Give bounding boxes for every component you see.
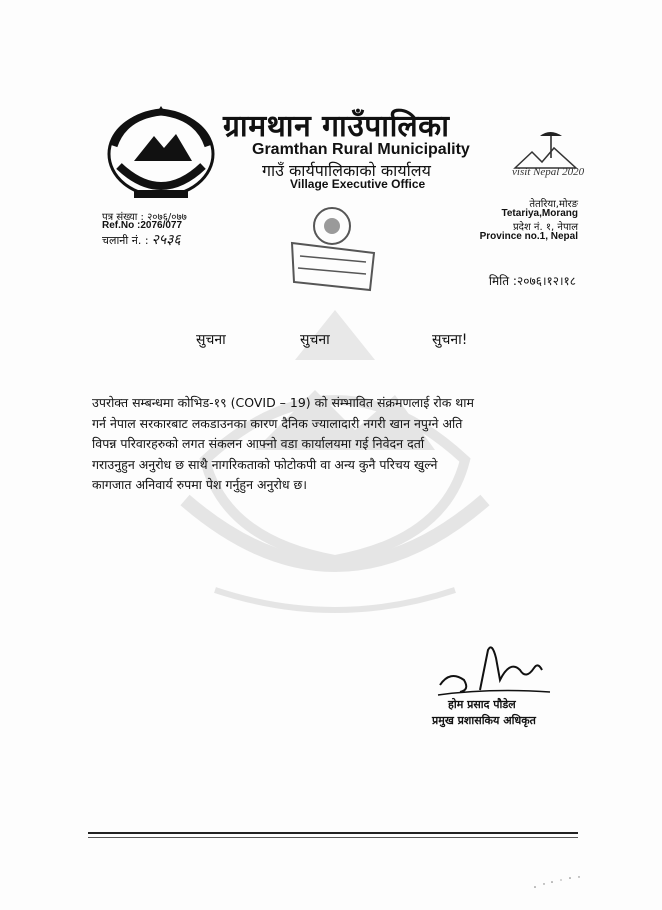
signatory-name: होम प्रसाद पौडेल xyxy=(448,698,516,711)
municipality-title-english: Gramthan Rural Municipality xyxy=(252,141,470,158)
letter-date: मिति :२०७६।१२।१८ xyxy=(488,274,576,288)
office-title-english: Village Executive Office xyxy=(290,177,426,191)
notice-heading-1: सुचना xyxy=(196,332,226,348)
address-line-2: Tetariya,Morang xyxy=(501,208,578,219)
office-title-nepali: गाउँ कार्यपालिकाको कार्यालय xyxy=(262,161,431,180)
letter-number: पत्र संख्या : २०७६/०७७ xyxy=(102,212,187,223)
dispatch-number: २५३६ xyxy=(151,232,181,248)
body-line: गर्न नेपाल सरकारबाट लकडाउनका कारण दैनिक ज्यालादारी नगरी खान नपुग्ने अति xyxy=(92,415,463,431)
visit-nepal-logo-text: visit Nepal 2020 xyxy=(512,166,585,178)
address-line-1: तेतरिया,मोरङ xyxy=(529,199,578,210)
reference-number: Ref.No :2076/077 xyxy=(102,220,183,231)
signatory-title: प्रमुख प्रशासकिय अधिकृत xyxy=(432,714,536,727)
official-stamp-icon xyxy=(282,198,382,298)
dispatch-number-row xyxy=(102,230,181,249)
visit-nepal-logo-icon xyxy=(510,128,580,188)
dispatch-label: चलानी नं. : xyxy=(102,234,149,247)
notice-body xyxy=(92,393,587,496)
address-line-3: प्रदेश नं. १, नेपाल xyxy=(512,222,578,233)
body-line: विपन्न परिवारहरुको लगत संकलन आफ्नो वडा कार्यालयमा गई निवेदन दर्ता xyxy=(92,436,425,451)
address-line-4: Province no.1, Nepal xyxy=(479,231,578,242)
footer-rule-thin xyxy=(88,837,578,838)
signature-mark xyxy=(430,640,560,700)
footer-rule xyxy=(88,832,578,834)
body-line: कागजात अनिवार्य रुपमा पेश गर्नुहुन अनुरोध छ। xyxy=(92,477,307,492)
notice-heading-3: सुचना! xyxy=(432,332,468,348)
municipality-title-nepali: ग्रामथान गाउँपालिका xyxy=(223,109,450,144)
body-line: उपरोक्त सम्बन्धमा कोभिड-१९ (COVID – 19) को संम्भावित संक्रमणलाई रोक थाम xyxy=(92,395,474,410)
notice-heading-2: सुचना xyxy=(300,332,330,348)
body-line: गराउनुहुन अनुरोध छ साथै नागरिकताको फोटोकपी वा अन्य कुनै परिचय खुल्ने xyxy=(92,456,438,472)
scan-speckle xyxy=(530,872,590,892)
nepal-emblem-icon xyxy=(104,106,218,206)
